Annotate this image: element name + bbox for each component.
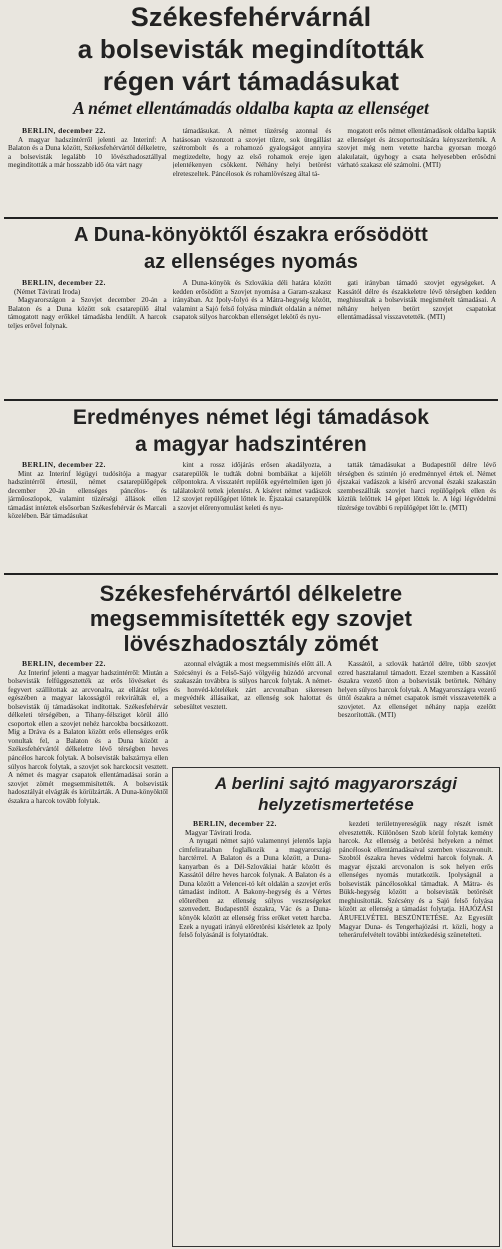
paragraph: A Duna-könyök és Szlovákia déli határa között kedden erősödött a Szovjet nyomása a Garam-szakasz irányában. Az Ipoly-folyó és a Mátra-hegység között, valamint a Sajó felső folyása mindkét oldalán a német csapatok súlyos harcokban ellenséget lekötő és nyu- xyxy=(172,279,332,322)
text-column xyxy=(339,820,493,1242)
headline-line: a magyar hadszintéren xyxy=(135,433,367,456)
paragraph: A nyugati német sajtó valamennyi jelentős lapja címfelirataiban foglalkozik a magyarországi harctérrel. A Balaton és a Duna között, a Duna-kanyarban és a Dél-Szlovákiai határ között és Kassától délre heves harcok folynak. A Balaton és a Duna között a Velencei-tó két oldalán a szovjet erős támadást indított. A Bakony-hegység és a Vértes előterében az ellenség súlyos veszteségeket szenvedett. Budapesttől északra, Vác és a Duna-könyök között az ellenség friss erőket vetett harcba. Ezek a nyugati irányú előretörési kísérletek az Ipoly felső folyásánál is folytatódtak. xyxy=(179,837,331,940)
paragraph: Kassától, a szlovák határtól délre, több szovjet ezred hasztalanul támadott. Ezzel szemben a Kassától északra vezető úton a bolsevisták betörtek. Néhány helyen súlyos harcok folytak. A Magyarországra vezető úttól északra a német csapatok ismét visszavetették a szovjetet. Az ellenséget néhány napja ezelőtt beszorították. (MTI) xyxy=(338,660,496,720)
paragraph: gati irányban támadó szovjet egységeket. A Kassától délre és északkeletre lévő térségben kedden meghiusultak a bolsevisták megismételt támadásai. A néhány helyen betört szovjet csapatokat ellentámadással visszavetették. (MTI) xyxy=(337,279,497,322)
dateline: BERLIN, december 22. xyxy=(22,279,106,287)
headline-line: Eredményes német légi támadások xyxy=(72,406,430,429)
paragraph: Mint az Interinf légügyi tudósítója a magyar hadszíntérről értesül, német csatarepülőgépek december 20-án ellenséges páncélos- és járműoszlopok, valamint tüzérségi állások ellen támadást intéztek elsősorban Székesfehérvár és Marcali közelében. Bár támadásukat xyxy=(8,469,167,521)
text-column xyxy=(179,820,331,1242)
article-3-headline xyxy=(0,404,502,458)
paragraph: kint a rossz időjárás erősen akadályozta, a csatarepülők le tudták dobni bombáikat a kijelölt célpontokra. A visszatért repülők egyértelműen igen jó találatokról tettek jelentést. A kíséret német vadászok 12 szovjet repülőgépet lőttek le. Éjszakai csatarepülők a szovjet előrenyomulást keleti és nyu- xyxy=(172,461,332,512)
paragraph: Magyarországon a Szovjet december 20-án a Balaton és a Duna között sok csatarepülő által támogatott nagy erőkkel támadásba lendült. A harcok teljes erővel folynak. xyxy=(8,296,167,330)
article-4 xyxy=(0,575,502,1247)
paragraph: támadásukat. A német tüzérség azonnal és hatásosan viszonzott a szovjet tűzre, sok ütegállást szétrombolt és a rohamozó gyalogságot annyira megtizedelte, hogy az első rohamok ereje igen jelentékenyen csökkent. Néhány helyi betörést elreteszeltek. Páncélosok és rohamlövészeg által tá- xyxy=(172,127,332,178)
dateline: BERLIN, december 22. xyxy=(22,461,106,469)
headline-line: a bolsevisták megindították xyxy=(77,34,425,64)
headline-line: Székesfehérvárnál xyxy=(130,2,372,32)
text-column xyxy=(173,279,332,397)
text-column xyxy=(8,461,167,571)
article-1-subheadline: A német ellentámadás oldalba kapta az ellenséget xyxy=(73,98,429,118)
article-5-headline xyxy=(173,773,499,815)
article-4-headline xyxy=(0,581,502,656)
paragraph: mogatott erős német ellentámadások oldalba kapták az ellenséget és átcsoportosítására kényszerítették. A szovjet még nem vetette harcba gyorsan mozgó alakulatait, úgyhogy a csata helyesebben erősödni várható szakasz elé számolni. (MTI) xyxy=(337,127,497,170)
headline-line: megsemmisítették egy szovjet xyxy=(89,606,413,631)
article-3 xyxy=(0,401,502,573)
dateline: BERLIN, december 22. xyxy=(22,660,106,668)
article-2 xyxy=(0,219,502,399)
headline-line: lövészhadosztály zömét xyxy=(123,631,379,656)
text-column xyxy=(337,461,496,571)
text-column xyxy=(338,660,496,766)
headline-line: régen várt támadásukat xyxy=(102,66,400,96)
source-line: Magyar Távirati Iroda. xyxy=(185,827,252,837)
headline-line: az ellenséges nyomás xyxy=(143,251,359,273)
dateline: BERLIN, december 22. xyxy=(22,127,106,135)
paragraph: tatták támadásukat a Budapesttől délre lévő térségben és szintén jó eredménnyel értek el. Német éjszakai vadászok a kísérő arcvonal északi szakaszán szembeszállták szovjet harci repülőgépek ellen és köztük lelőttek 14 gépet lőttek le. A légi légvédelmi tüzérsége további 6 repülőgépet lőtt le. (MTI) xyxy=(337,461,497,512)
text-column xyxy=(173,461,332,571)
article-2-body xyxy=(8,279,496,397)
text-column xyxy=(174,660,332,766)
headline-line: helyzetismertetése xyxy=(258,795,414,814)
text-column xyxy=(337,279,496,397)
text-column xyxy=(8,127,167,217)
article-5 xyxy=(172,767,500,1247)
article-1 xyxy=(0,0,502,217)
text-column xyxy=(337,127,496,217)
text-column xyxy=(8,660,168,1245)
article-2-headline xyxy=(0,222,502,276)
headline-line: A berlini sajtó magyarországi xyxy=(214,774,458,793)
article-1-headline xyxy=(0,1,502,97)
article-3-body xyxy=(8,461,496,571)
paragraph: azonnal elvágták a most megsemmisítés előtt áll. A Szécsényi és a Felső-Sajó völgyéig húzódó arcvonal szakaszán továbbra is súlyos harcok folytak. A német- és honvéd-kötelékek zárt arcvonalban sikeresen megvédték állásaikat, az ellenség sok halottat és sebesültet vesztett. xyxy=(174,660,332,711)
paragraph: Az Interinf jelenti a magyar hadszintérről: Miután a bolsevisták felfüggesztették az erős lövéseket és fegyvert szállítottak az arcvonalra, az ellátást teljes egészében a magyar lakosságtól rekvirálták el, a bolsevisták új támadásokat indítottak. Székesfehérvár délkeleti térségében, a Tihany-félsziget körül álló csoportok ellen a szovjet nehéz harcokba bocsátkozott. Mig a Dráva és a Balaton között erős ellenséges erők vonultak fel, a Balaton és a Duna között a Székesfehérvártól délkeletre lévő térségben heves páncélos harcok folytak. A bolsevisták balszárnya ellen súlyos harcok folytak, a szovjet sok harckocsit vesztett. A német és magyar csapatok ellentámadásai során a szovjet zömét megsemmisítették. A bolsevisták hadosztályát elvágták és körülzárták. A Duna-könyöktől északra a harcok tovább folytak. xyxy=(8,668,168,805)
headline-line: A Duna-könyöktől északra erősödött xyxy=(74,224,428,246)
source-line: (Német Távirati Iroda) xyxy=(14,286,81,296)
paragraph: A magyar hadszíntérről jelenti az Interinf: A Balaton és a Duna között, Székesfehérvártól délkeletre, a bolsevisták legalább 10 lövészhadosztállyal megindították a már hosszabb idő óta várt nagy xyxy=(8,135,167,170)
headline-line: Székesfehérvártól délkeletre xyxy=(99,581,403,606)
text-column xyxy=(8,279,167,397)
text-column xyxy=(173,127,332,217)
dateline: BERLIN, december 22. xyxy=(193,820,277,828)
paragraph: kezdeti területnyereségük nagy részét ismét elvesztették. Különösen Szob körül folytak kemény harcok. Az ellenség a betörési helyeken a német páncélosok ellentámadásaival szemben visszavonult. Szobtól északra heves védelmi harcok folynak. A magyar éjszaki arcvonalon is sok helyen erős ellenséges nyomás mutatkozik. Ipolyságnál a bolsevisták páncélosokkal támadtak. A Mátra- és Bükk-hegység között a bolsevisták betörését meghiusították. Szécsény és a Sajó felső folyása között az ellenség a támadást folytatja. HAJÓZÁSI ÁRUFELVÉTEL BESZÜNTETÉSE. Az Egyesült Magyar Duna- és Tengerhajózási rt. közli, hogy a teherárufelvételt további intézkedésig szünetelteti. xyxy=(339,820,493,940)
article-1-body xyxy=(8,127,496,217)
